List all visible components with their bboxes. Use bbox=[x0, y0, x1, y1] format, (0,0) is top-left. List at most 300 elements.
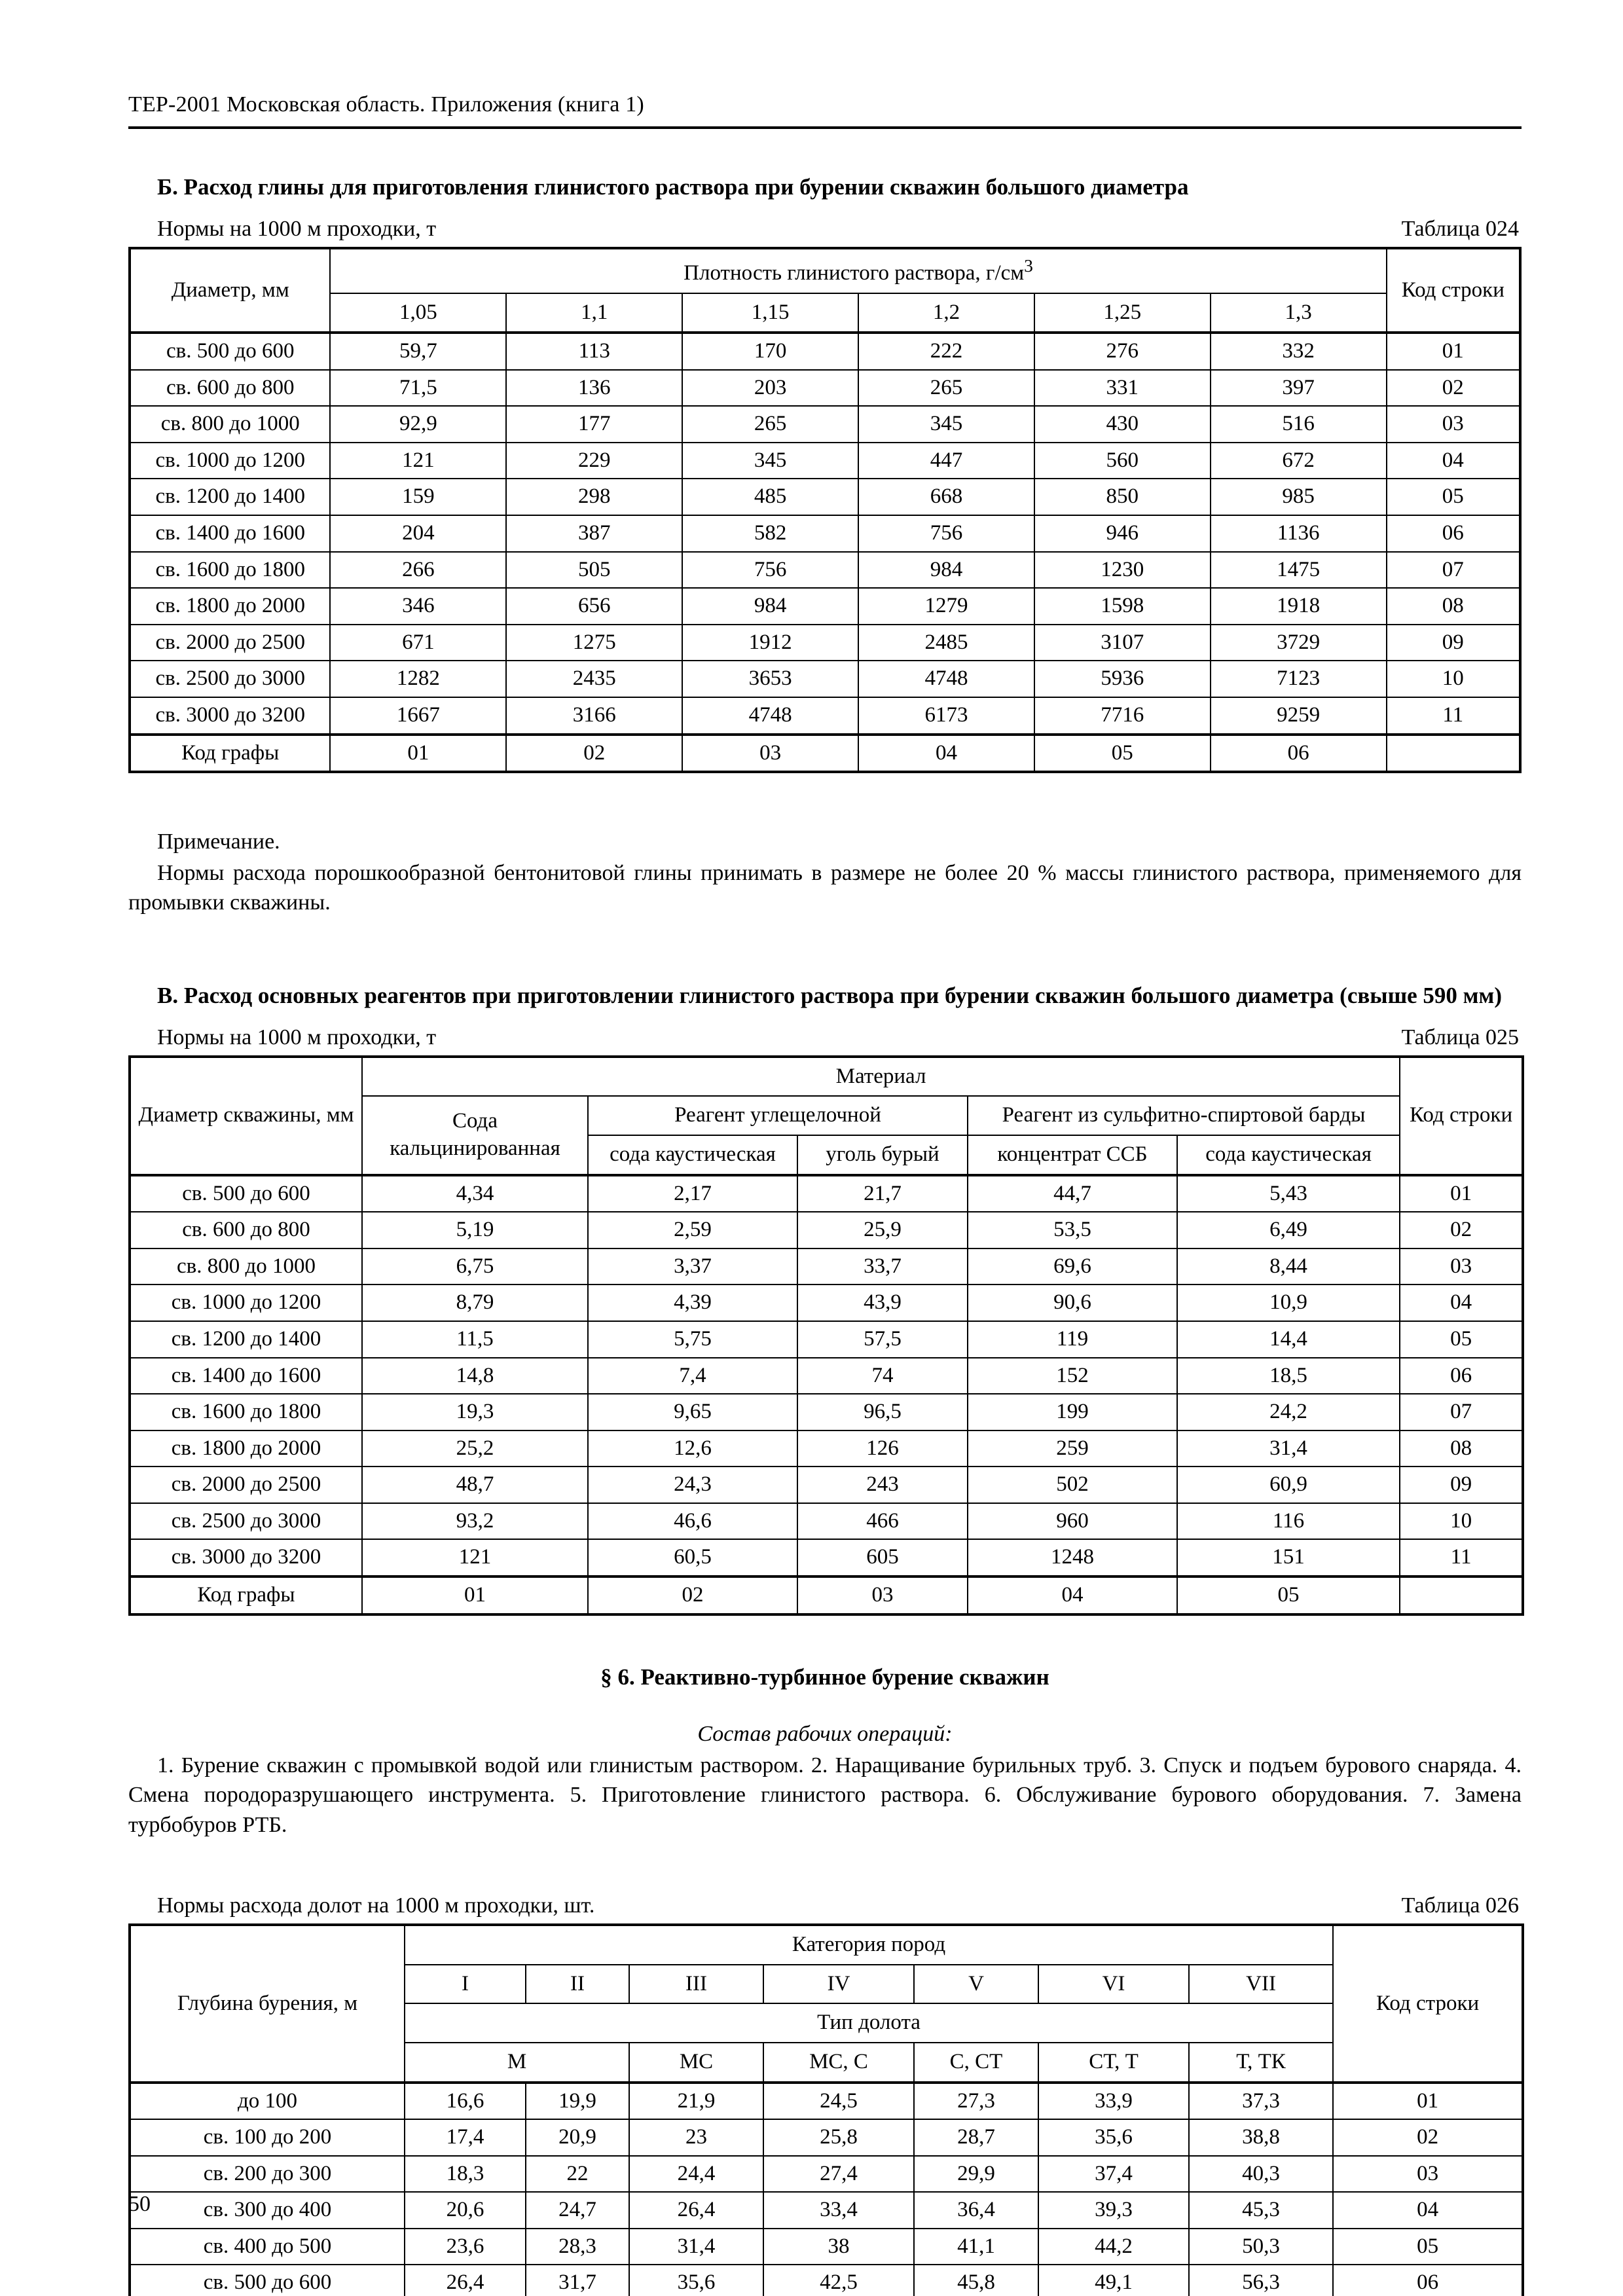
table-024-cell-value: 560 bbox=[1034, 443, 1211, 479]
table-026-cell-value: 23,6 bbox=[405, 2229, 526, 2265]
table-024-cell-value: 203 bbox=[682, 370, 858, 407]
table-025-cell-value: 57,5 bbox=[797, 1321, 968, 1358]
table-024-footer-code: 02 bbox=[506, 735, 682, 773]
table-024-cell-code: 04 bbox=[1387, 443, 1520, 479]
table-024-cell-value: 2435 bbox=[506, 661, 682, 697]
table-024-cell-value: 850 bbox=[1034, 479, 1211, 515]
table-024-cell-value: 3166 bbox=[506, 697, 682, 735]
table-026-cell-value: 23 bbox=[629, 2119, 763, 2156]
table-025-cell-value: 5,43 bbox=[1177, 1175, 1400, 1212]
table-026-cell-value: 31,7 bbox=[526, 2265, 629, 2296]
table-025-footer-code: 04 bbox=[968, 1576, 1177, 1614]
table-025-cell-diameter: св. 1600 до 1800 bbox=[130, 1394, 362, 1430]
table-024-cell-value: 1918 bbox=[1211, 588, 1387, 625]
table-026-cell-depth: св. 200 до 300 bbox=[130, 2156, 405, 2193]
section-6-subheading: Состав рабочих операций: bbox=[697, 1721, 953, 1746]
table-024-cell-value: 485 bbox=[682, 479, 858, 515]
table-row bbox=[130, 2229, 1523, 2265]
table-026-cell-value: 20,6 bbox=[405, 2192, 526, 2229]
table-026-th-bit-3: МС, С bbox=[763, 2043, 914, 2083]
table-026-cell-value: 17,4 bbox=[405, 2119, 526, 2156]
table-024-cell-value: 298 bbox=[506, 479, 682, 515]
table-024-cell-value: 121 bbox=[330, 443, 506, 479]
table-024-cell-diameter: св. 500 до 600 bbox=[130, 333, 330, 370]
note-text: Нормы расхода порошкообразной бентонитовой глины принимать в размере не более 20 % массы глинистого раствора, применяемого для промывки скважины. bbox=[128, 860, 1522, 915]
table-024-cell-value: 1475 bbox=[1211, 552, 1387, 589]
table-026 bbox=[128, 1923, 1524, 2296]
table-026-cell-value: 39,3 bbox=[1038, 2192, 1189, 2229]
table-026-cell-value: 27,3 bbox=[914, 2083, 1038, 2120]
table-025-cell-value: 74 bbox=[797, 1358, 968, 1394]
table-026-cell-value: 50,3 bbox=[1189, 2229, 1333, 2265]
page-content bbox=[128, 0, 1522, 2296]
table-025-th-reagent-ssb: Реагент из сульфитно-спиртовой барды bbox=[968, 1096, 1400, 1135]
table-026-cell-value: 41,1 bbox=[914, 2229, 1038, 2265]
table-026-cell-value: 24,5 bbox=[763, 2083, 914, 2120]
table-024-cell-value: 1282 bbox=[330, 661, 506, 697]
table-026-cell-value: 19,9 bbox=[526, 2083, 629, 2120]
table-025-cell-value: 502 bbox=[968, 1467, 1177, 1503]
table-026-cell-value: 26,4 bbox=[405, 2265, 526, 2296]
table-025-th-code: Код строки bbox=[1400, 1057, 1523, 1175]
table-026-cell-value: 35,6 bbox=[1038, 2119, 1189, 2156]
table-025-cell-code: 08 bbox=[1400, 1430, 1523, 1467]
table-025-cell-code: 10 bbox=[1400, 1503, 1523, 1540]
table-024-cell-value: 3653 bbox=[682, 661, 858, 697]
table-024-cell-value: 516 bbox=[1211, 406, 1387, 443]
table-026-th-cat-6: VI bbox=[1038, 1965, 1189, 2004]
table-025-cell-diameter: св. 600 до 800 bbox=[130, 1212, 362, 1248]
section-b-heading: Б. Расход глины для приготовления глинистого раствора при бурении скважин большого диаметра bbox=[157, 173, 1189, 200]
table-026-cell-value: 20,9 bbox=[526, 2119, 629, 2156]
table-025-cell-value: 152 bbox=[968, 1358, 1177, 1394]
table-024-cell-value: 276 bbox=[1034, 333, 1211, 370]
table-026-cell-code: 04 bbox=[1333, 2192, 1523, 2229]
spacer bbox=[128, 1840, 1522, 1879]
table-026-cell-value: 31,4 bbox=[629, 2229, 763, 2265]
table-026-th-code: Код строки bbox=[1333, 1925, 1523, 2082]
table-024-cell-value: 1279 bbox=[858, 588, 1034, 625]
table-026-cell-depth: св. 100 до 200 bbox=[130, 2119, 405, 2156]
table-024-th-diameter: Диаметр, мм bbox=[130, 248, 330, 333]
table-024-cell-value: 229 bbox=[506, 443, 682, 479]
table-row bbox=[130, 1285, 1523, 1321]
table-025-cell-diameter: св. 3000 до 3200 bbox=[130, 1539, 362, 1576]
table-026-cell-value: 56,3 bbox=[1189, 2265, 1333, 2296]
table-026-cell-value: 24,7 bbox=[526, 2192, 629, 2229]
table-row bbox=[130, 2119, 1523, 2156]
table-025-cell-value: 6,75 bbox=[362, 1248, 588, 1285]
table-025-cell-value: 60,9 bbox=[1177, 1467, 1400, 1503]
table-024-footer-code: 01 bbox=[330, 735, 506, 773]
table-024-cell-value: 505 bbox=[506, 552, 682, 589]
table-024-cell-diameter: св. 2000 до 2500 bbox=[130, 625, 330, 661]
table-024-cell-value: 71,5 bbox=[330, 370, 506, 407]
table-row bbox=[130, 552, 1520, 589]
table-025-cell-value: 7,4 bbox=[588, 1358, 797, 1394]
table-025-cell-value: 2,17 bbox=[588, 1175, 797, 1212]
table-024-cell-diameter: св. 1400 до 1600 bbox=[130, 515, 330, 552]
table-026-th-bit-6: Т, ТК bbox=[1189, 2043, 1333, 2083]
table-025-cell-value: 11,5 bbox=[362, 1321, 588, 1358]
table-024-cell-value: 59,7 bbox=[330, 333, 506, 370]
table-025-th-material: Материал bbox=[362, 1057, 1400, 1097]
table-025-cell-value: 31,4 bbox=[1177, 1430, 1400, 1467]
table-026-caption bbox=[128, 1893, 1522, 1918]
table-026-th-bit-1: М bbox=[405, 2043, 629, 2083]
table-025-cell-value: 53,5 bbox=[968, 1212, 1177, 1248]
table-026-cell-value: 25,8 bbox=[763, 2119, 914, 2156]
table-row bbox=[130, 1467, 1523, 1503]
table-024-cell-diameter: св. 1600 до 1800 bbox=[130, 552, 330, 589]
table-row bbox=[130, 1394, 1523, 1430]
table-026-cell-value: 49,1 bbox=[1038, 2265, 1189, 2296]
table-026-cell-value: 36,4 bbox=[914, 2192, 1038, 2229]
table-024-cell-value: 345 bbox=[858, 406, 1034, 443]
table-024-footer-row bbox=[130, 735, 1520, 773]
table-026-cell-value: 22 bbox=[526, 2156, 629, 2193]
table-025-cell-value: 6,49 bbox=[1177, 1212, 1400, 1248]
table-row bbox=[130, 1175, 1523, 1212]
table-025-cell-value: 19,3 bbox=[362, 1394, 588, 1430]
table-024-footer-code: 04 bbox=[858, 735, 1034, 773]
table-025-cell-code: 05 bbox=[1400, 1321, 1523, 1358]
table-026-cell-depth: св. 500 до 600 bbox=[130, 2265, 405, 2296]
table-024-th-density-4: 1,2 bbox=[858, 293, 1034, 333]
table-024-cell-code: 10 bbox=[1387, 661, 1520, 697]
table-025-cell-value: 243 bbox=[797, 1467, 968, 1503]
table-026-cell-code: 05 bbox=[1333, 2229, 1523, 2265]
table-025-cell-diameter: св. 1200 до 1400 bbox=[130, 1321, 362, 1358]
table-024-th-density-1: 1,05 bbox=[330, 293, 506, 333]
table-024-cell-code: 05 bbox=[1387, 479, 1520, 515]
table-026-cell-code: 06 bbox=[1333, 2265, 1523, 2296]
table-025-cell-value: 1248 bbox=[968, 1539, 1177, 1576]
table-row bbox=[130, 2156, 1523, 2193]
table-025-cell-code: 04 bbox=[1400, 1285, 1523, 1321]
table-026-th-cat-7: VII bbox=[1189, 1965, 1333, 2004]
table-025-cell-value: 8,79 bbox=[362, 1285, 588, 1321]
table-024-cell-code: 03 bbox=[1387, 406, 1520, 443]
table-026-cell-value: 38,8 bbox=[1189, 2119, 1333, 2156]
table-024-cell-diameter: св. 800 до 1000 bbox=[130, 406, 330, 443]
table-025-cell-value: 48,7 bbox=[362, 1467, 588, 1503]
table-row bbox=[130, 1358, 1523, 1394]
table-026-cell-value: 37,3 bbox=[1189, 2083, 1333, 2120]
table-026-th-bit-type: Тип долота bbox=[405, 2003, 1333, 2043]
page-number: 50 bbox=[128, 2192, 151, 2216]
table-026-cell-depth: св. 300 до 400 bbox=[130, 2192, 405, 2229]
table-026-th-bit-2: МС bbox=[629, 2043, 763, 2083]
table-024-th-density-5: 1,25 bbox=[1034, 293, 1211, 333]
table-024-cell-code: 07 bbox=[1387, 552, 1520, 589]
table-024-cell-value: 672 bbox=[1211, 443, 1387, 479]
table-024-footer-empty bbox=[1387, 735, 1520, 773]
table-026-th-cat-4: IV bbox=[763, 1965, 914, 2004]
table-025-th-diameter: Диаметр скважины, мм bbox=[130, 1057, 362, 1175]
table-025-cell-value: 259 bbox=[968, 1430, 1177, 1467]
table-row bbox=[130, 479, 1520, 515]
table-025-footer-code: 03 bbox=[797, 1576, 968, 1614]
table-024-th-density-2: 1,1 bbox=[506, 293, 682, 333]
table-024-cell-diameter: св. 3000 до 3200 bbox=[130, 697, 330, 735]
table-024-header-row-1 bbox=[130, 248, 1520, 293]
table-025-th-soda-kalc: Сода кальцинированная bbox=[362, 1096, 588, 1175]
table-025-cell-code: 06 bbox=[1400, 1358, 1523, 1394]
table-024-cell-value: 756 bbox=[682, 552, 858, 589]
table-026-cell-depth: до 100 bbox=[130, 2083, 405, 2120]
table-026-th-category: Категория пород bbox=[405, 1925, 1333, 1965]
table-row bbox=[130, 406, 1520, 443]
table-025-cell-code: 07 bbox=[1400, 1394, 1523, 1430]
table-024-cell-value: 387 bbox=[506, 515, 682, 552]
table-024-th-density-text: Плотность глинистого раствора, г/см bbox=[684, 261, 1025, 285]
table-025-footer-code: 05 bbox=[1177, 1576, 1400, 1614]
table-024-cell-value: 756 bbox=[858, 515, 1034, 552]
table-024-footer-code: 03 bbox=[682, 735, 858, 773]
table-026-th-bit-4: С, СТ bbox=[914, 2043, 1038, 2083]
table-025-cell-value: 43,9 bbox=[797, 1285, 968, 1321]
table-025-cell-value: 4,34 bbox=[362, 1175, 588, 1212]
table-025-cell-value: 5,75 bbox=[588, 1321, 797, 1358]
table-025-number: Таблица 025 bbox=[1401, 1025, 1519, 1049]
table-024-cell-value: 159 bbox=[330, 479, 506, 515]
table-026-cell-value: 35,6 bbox=[629, 2265, 763, 2296]
table-024-cell-value: 985 bbox=[1211, 479, 1387, 515]
table-024-footer-code: 06 bbox=[1211, 735, 1387, 773]
table-026-cell-value: 45,3 bbox=[1189, 2192, 1333, 2229]
table-025-cell-code: 03 bbox=[1400, 1248, 1523, 1285]
table-025-cell-value: 119 bbox=[968, 1321, 1177, 1358]
table-025-cell-value: 25,9 bbox=[797, 1212, 968, 1248]
table-024-th-code: Код строки bbox=[1387, 248, 1520, 333]
table-025-cell-value: 90,6 bbox=[968, 1285, 1177, 1321]
table-025-cell-code: 11 bbox=[1400, 1539, 1523, 1576]
table-025-cell-value: 12,6 bbox=[588, 1430, 797, 1467]
table-024-cell-value: 113 bbox=[506, 333, 682, 370]
table-024-cell-value: 397 bbox=[1211, 370, 1387, 407]
table-row bbox=[130, 625, 1520, 661]
table-025-cell-value: 960 bbox=[968, 1503, 1177, 1540]
table-024 bbox=[128, 247, 1522, 773]
table-025-cell-value: 96,5 bbox=[797, 1394, 968, 1430]
table-025-cell-value: 5,19 bbox=[362, 1212, 588, 1248]
table-024-cell-value: 331 bbox=[1034, 370, 1211, 407]
table-025-footer-row bbox=[130, 1576, 1523, 1614]
table-025-cell-diameter: св. 2500 до 3000 bbox=[130, 1503, 362, 1540]
table-025-cell-diameter: св. 500 до 600 bbox=[130, 1175, 362, 1212]
table-025 bbox=[128, 1055, 1524, 1616]
table-024-cell-code: 08 bbox=[1387, 588, 1520, 625]
table-026-cell-value: 24,4 bbox=[629, 2156, 763, 2193]
table-025-cell-value: 9,65 bbox=[588, 1394, 797, 1430]
table-025-th-soda-kaust-2: сода каустическая bbox=[1177, 1135, 1400, 1175]
table-024-cell-value: 177 bbox=[506, 406, 682, 443]
table-row bbox=[130, 443, 1520, 479]
section-v-heading: В. Расход основных реагентов при приготовлении глинистого раствора при бурении скважин большого диаметра (свыше 590 мм) bbox=[157, 982, 1502, 1008]
table-025-cell-value: 18,5 bbox=[1177, 1358, 1400, 1394]
table-025-cell-value: 25,2 bbox=[362, 1430, 588, 1467]
table-024-cell-code: 09 bbox=[1387, 625, 1520, 661]
table-025-cell-value: 21,7 bbox=[797, 1175, 968, 1212]
table-024-th-density-6: 1,3 bbox=[1211, 293, 1387, 333]
table-024-cell-value: 1598 bbox=[1034, 588, 1211, 625]
table-024-cell-value: 4748 bbox=[858, 661, 1034, 697]
running-header: ТЕР-2001 Московская область. Приложения (книга 1) bbox=[128, 92, 644, 117]
table-024-cell-value: 7123 bbox=[1211, 661, 1387, 697]
table-row bbox=[130, 2192, 1523, 2229]
table-row bbox=[130, 661, 1520, 697]
table-025-cell-value: 2,59 bbox=[588, 1212, 797, 1248]
table-025-cell-value: 8,44 bbox=[1177, 1248, 1400, 1285]
table-026-cell-value: 44,2 bbox=[1038, 2229, 1189, 2265]
table-025-cell-value: 33,7 bbox=[797, 1248, 968, 1285]
table-024-cell-value: 265 bbox=[682, 406, 858, 443]
table-025-cell-value: 151 bbox=[1177, 1539, 1400, 1576]
table-024-cell-code: 01 bbox=[1387, 333, 1520, 370]
table-024-cell-value: 266 bbox=[330, 552, 506, 589]
table-024-th-density-sup: 3 bbox=[1024, 255, 1033, 276]
table-row bbox=[130, 1321, 1523, 1358]
table-024-cell-code: 02 bbox=[1387, 370, 1520, 407]
header-rule bbox=[128, 126, 1522, 129]
table-024-cell-diameter: св. 1000 до 1200 bbox=[130, 443, 330, 479]
table-024-caption bbox=[128, 217, 1522, 242]
table-025-cell-value: 60,5 bbox=[588, 1539, 797, 1576]
section-6-body: 1. Бурение скважин с промывкой водой или глинистым раствором. 2. Наращивание бурильных труб. 3. Спуск и подъем бурового снаряда. 4. Смена породоразрушающего инструмента. 5. Приготовление глинистого раствора. 6. Обслуживание бурового оборудования. 7. Замена турбобуров РТБ. bbox=[128, 1753, 1522, 1837]
table-024-cell-value: 222 bbox=[858, 333, 1034, 370]
table-025-cell-diameter: св. 1000 до 1200 bbox=[130, 1285, 362, 1321]
table-024-cell-value: 447 bbox=[858, 443, 1034, 479]
table-row bbox=[130, 1212, 1523, 1248]
table-024-cell-diameter: св. 1200 до 1400 bbox=[130, 479, 330, 515]
table-025-cell-code: 09 bbox=[1400, 1467, 1523, 1503]
table-026-cell-value: 28,3 bbox=[526, 2229, 629, 2265]
table-026-th-depth: Глубина бурения, м bbox=[130, 1925, 405, 2082]
table-026-cell-value: 26,4 bbox=[629, 2192, 763, 2229]
table-025-footer-label: Код графы bbox=[130, 1576, 362, 1614]
table-025-cell-diameter: св. 1800 до 2000 bbox=[130, 1430, 362, 1467]
table-024-cell-value: 1275 bbox=[506, 625, 682, 661]
table-024-cell-value: 9259 bbox=[1211, 697, 1387, 735]
table-025-header-row-1 bbox=[130, 1057, 1523, 1097]
table-row bbox=[130, 1248, 1523, 1285]
table-026-th-bit-5: СТ, Т bbox=[1038, 2043, 1189, 2083]
table-025-cell-value: 605 bbox=[797, 1539, 968, 1576]
table-row bbox=[130, 370, 1520, 407]
table-024-cell-value: 7716 bbox=[1034, 697, 1211, 735]
table-025-cell-value: 44,7 bbox=[968, 1175, 1177, 1212]
table-024-cell-value: 582 bbox=[682, 515, 858, 552]
table-026-number: Таблица 026 bbox=[1401, 1893, 1519, 1918]
table-024-cell-diameter: св. 600 до 800 bbox=[130, 370, 330, 407]
table-024-cell-value: 1136 bbox=[1211, 515, 1387, 552]
table-024-cell-value: 656 bbox=[506, 588, 682, 625]
table-026-cell-value: 45,8 bbox=[914, 2265, 1038, 2296]
table-025-cell-value: 24,3 bbox=[588, 1467, 797, 1503]
table-025-th-ugol-buryy: уголь бурый bbox=[797, 1135, 968, 1175]
table-026-cell-value: 38 bbox=[763, 2229, 914, 2265]
table-025-caption bbox=[128, 1025, 1522, 1050]
table-024-cell-value: 1912 bbox=[682, 625, 858, 661]
table-025-th-soda-kaust-1: сода каустическая bbox=[588, 1135, 797, 1175]
table-025-cell-value: 46,6 bbox=[588, 1503, 797, 1540]
table-024-footer-label: Код графы bbox=[130, 735, 330, 773]
table-026-th-cat-2: II bbox=[526, 1965, 629, 2004]
note-title: Примечание. bbox=[157, 829, 280, 854]
table-024-cell-value: 204 bbox=[330, 515, 506, 552]
table-024-cell-value: 5936 bbox=[1034, 661, 1211, 697]
table-024-cell-value: 2485 bbox=[858, 625, 1034, 661]
table-row bbox=[130, 1430, 1523, 1467]
table-025-cell-value: 93,2 bbox=[362, 1503, 588, 1540]
table-024-cell-value: 136 bbox=[506, 370, 682, 407]
table-026-th-cat-1: I bbox=[405, 1965, 526, 2004]
table-row bbox=[130, 697, 1520, 735]
table-024-th-density-3: 1,15 bbox=[682, 293, 858, 333]
table-025-th-reagent-ugle: Реагент углещелочной bbox=[588, 1096, 968, 1135]
table-025-cell-diameter: св. 1400 до 1600 bbox=[130, 1358, 362, 1394]
table-024-th-density-group bbox=[330, 248, 1386, 293]
table-025-cell-code: 02 bbox=[1400, 1212, 1523, 1248]
table-026-header-row-1 bbox=[130, 1925, 1523, 1965]
table-025-cell-value: 24,2 bbox=[1177, 1394, 1400, 1430]
table-025-cell-value: 10,9 bbox=[1177, 1285, 1400, 1321]
table-025-cell-value: 14,8 bbox=[362, 1358, 588, 1394]
table-024-header-row-2 bbox=[130, 293, 1520, 333]
section-6-heading: § 6. Реактивно-турбинное бурение скважин bbox=[600, 1664, 1049, 1690]
table-026-cell-value: 33,4 bbox=[763, 2192, 914, 2229]
table-025-cell-value: 14,4 bbox=[1177, 1321, 1400, 1358]
table-024-cell-value: 4748 bbox=[682, 697, 858, 735]
table-025-footer-empty bbox=[1400, 1576, 1523, 1614]
table-024-cell-value: 3729 bbox=[1211, 625, 1387, 661]
table-row bbox=[130, 2083, 1523, 2120]
table-024-cell-value: 345 bbox=[682, 443, 858, 479]
table-row bbox=[130, 333, 1520, 370]
table-026-th-cat-3: III bbox=[629, 1965, 763, 2004]
table-024-cell-value: 346 bbox=[330, 588, 506, 625]
table-024-cell-value: 3107 bbox=[1034, 625, 1211, 661]
table-024-cell-value: 671 bbox=[330, 625, 506, 661]
table-024-cell-value: 332 bbox=[1211, 333, 1387, 370]
table-024-cell-diameter: св. 2500 до 3000 bbox=[130, 661, 330, 697]
table-row bbox=[130, 1539, 1523, 1576]
table-026-cell-value: 33,9 bbox=[1038, 2083, 1189, 2120]
table-025-cell-value: 4,39 bbox=[588, 1285, 797, 1321]
table-024-footer-code: 05 bbox=[1034, 735, 1211, 773]
table-024-cell-code: 11 bbox=[1387, 697, 1520, 735]
table-026-cell-code: 01 bbox=[1333, 2083, 1523, 2120]
table-026-cell-value: 21,9 bbox=[629, 2083, 763, 2120]
spacer bbox=[128, 918, 1522, 981]
table-024-cell-value: 265 bbox=[858, 370, 1034, 407]
table-024-cell-value: 1667 bbox=[330, 697, 506, 735]
table-024-number: Таблица 024 bbox=[1401, 216, 1519, 241]
table-026-cell-value: 40,3 bbox=[1189, 2156, 1333, 2193]
table-026-cell-value: 27,4 bbox=[763, 2156, 914, 2193]
table-025-footer-code: 01 bbox=[362, 1576, 588, 1614]
table-024-cell-value: 6173 bbox=[858, 697, 1034, 735]
table-024-cell-value: 946 bbox=[1034, 515, 1211, 552]
table-025-cell-value: 121 bbox=[362, 1539, 588, 1576]
table-025-cell-diameter: св. 2000 до 2500 bbox=[130, 1467, 362, 1503]
table-026-cell-value: 37,4 bbox=[1038, 2156, 1189, 2193]
table-024-cell-value: 668 bbox=[858, 479, 1034, 515]
table-025-cell-value: 3,37 bbox=[588, 1248, 797, 1285]
table-024-cell-value: 984 bbox=[682, 588, 858, 625]
table-026-cell-depth: св. 400 до 500 bbox=[130, 2229, 405, 2265]
